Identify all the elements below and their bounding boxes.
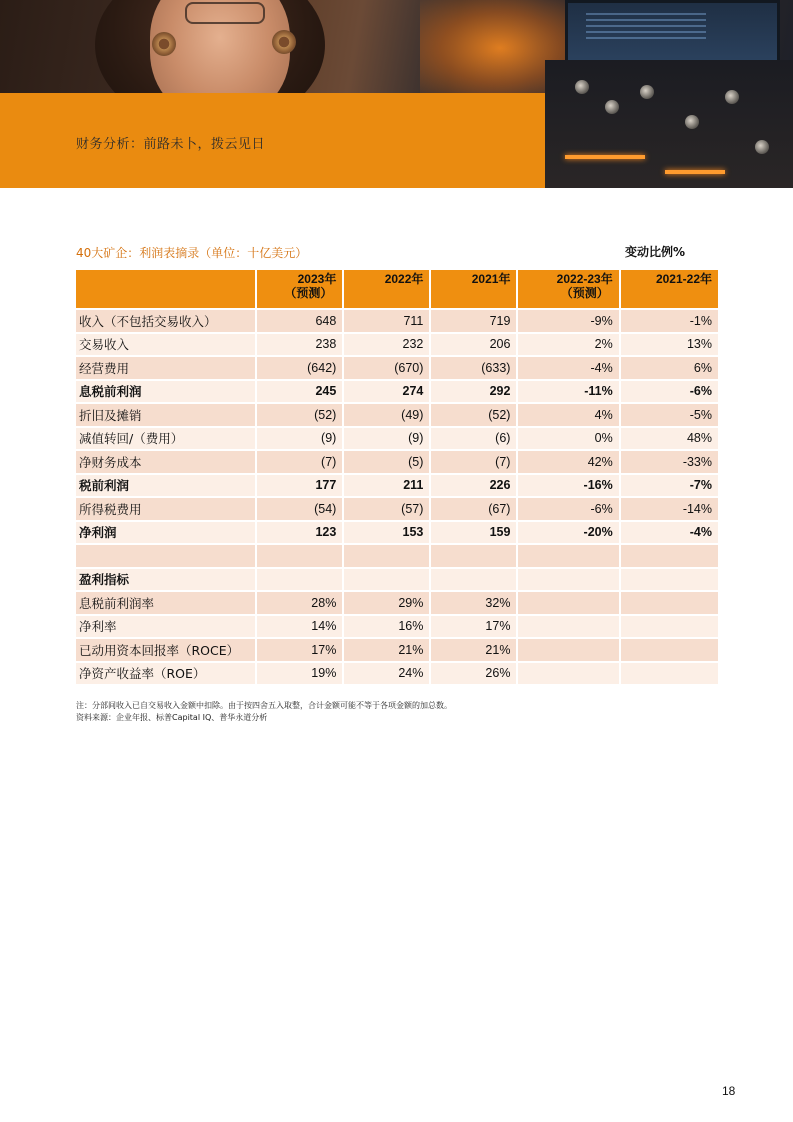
photo-equipment-rack — [545, 60, 793, 188]
table-row — [76, 663, 718, 685]
table-cell: 17% — [431, 616, 516, 638]
table-cell: (633) — [431, 357, 516, 379]
income-statement-table — [74, 268, 720, 686]
table-cell: -7% — [621, 475, 718, 497]
table-row — [76, 545, 718, 567]
table-cell: 211 — [344, 475, 429, 497]
table-cell: 123 — [257, 522, 342, 544]
table-cell — [518, 639, 618, 661]
table-row — [76, 357, 718, 379]
table-cell — [621, 545, 718, 567]
table-cell — [518, 592, 618, 614]
table-cell — [518, 569, 618, 591]
table-cell: 292 — [431, 381, 516, 403]
table-cell: (6) — [431, 428, 516, 450]
photo-knob — [640, 85, 654, 99]
photo-led-bar — [665, 170, 725, 174]
table-cell: 21% — [431, 639, 516, 661]
table-row — [76, 334, 718, 356]
table-header-row — [76, 270, 718, 308]
photo-knob — [725, 90, 739, 104]
change-percent-label: 变动比例% — [625, 245, 686, 259]
row-label: 净利润 — [76, 522, 255, 544]
table-cell: 206 — [431, 334, 516, 356]
table-row — [76, 404, 718, 426]
table-cell: -5% — [621, 404, 718, 426]
header-label-cell — [76, 270, 255, 308]
table-row — [76, 451, 718, 473]
table-row — [76, 639, 718, 661]
table-row — [76, 310, 718, 332]
column-header: 2021-22年 — [621, 270, 718, 308]
table-cell: 48% — [621, 428, 718, 450]
table-cell: 177 — [257, 475, 342, 497]
table-cell — [431, 545, 516, 567]
row-label — [76, 545, 255, 567]
table-cell: 2% — [518, 334, 618, 356]
row-label: 所得税费用 — [76, 498, 255, 520]
table-cell: 226 — [431, 475, 516, 497]
column-header: 2022年 — [344, 270, 429, 308]
table-cell: 32% — [431, 592, 516, 614]
table-row — [76, 616, 718, 638]
section-title: 财务分析：前路未卜，拨云见日 — [76, 137, 266, 152]
row-label: 息税前利润 — [76, 381, 255, 403]
table-cell: 0% — [518, 428, 618, 450]
table-cell — [621, 616, 718, 638]
photo-knob — [755, 140, 769, 154]
photo-earring-right — [272, 30, 296, 54]
table-cell: (5) — [344, 451, 429, 473]
column-header: 2022-23年 （预测） — [518, 270, 618, 308]
footnotes — [76, 700, 452, 724]
table-cell: -9% — [518, 310, 618, 332]
table-cell: (52) — [257, 404, 342, 426]
photo-knob — [685, 115, 699, 129]
photo-earring-left — [152, 32, 176, 56]
table-cell: -6% — [518, 498, 618, 520]
column-header: 2023年 （预测） — [257, 270, 342, 308]
row-label: 交易收入 — [76, 334, 255, 356]
photo-led-bar — [565, 155, 645, 159]
row-label: 已动用资本回报率（ROCE） — [76, 639, 255, 661]
table-cell: (670) — [344, 357, 429, 379]
table-cell: 245 — [257, 381, 342, 403]
table-cell: -1% — [621, 310, 718, 332]
photo-knob — [575, 80, 589, 94]
table-cell: 13% — [621, 334, 718, 356]
table-cell: 17% — [257, 639, 342, 661]
table-row — [76, 569, 718, 591]
table-cell — [518, 545, 618, 567]
table-cell: 711 — [344, 310, 429, 332]
table-cell: (642) — [257, 357, 342, 379]
table-row — [76, 381, 718, 403]
table-cell — [621, 592, 718, 614]
table-cell — [344, 569, 429, 591]
table-cell: -4% — [621, 522, 718, 544]
table-cell: 21% — [344, 639, 429, 661]
table-row — [76, 475, 718, 497]
table-cell: 274 — [344, 381, 429, 403]
table-cell: (52) — [431, 404, 516, 426]
table-cell: 14% — [257, 616, 342, 638]
column-header: 2021年 — [431, 270, 516, 308]
table-cell: -6% — [621, 381, 718, 403]
table-cell: 42% — [518, 451, 618, 473]
table-cell: (49) — [344, 404, 429, 426]
table-cell: 6% — [621, 357, 718, 379]
table-cell: 648 — [257, 310, 342, 332]
row-label: 净利率 — [76, 616, 255, 638]
photo-glasses-shape — [185, 2, 265, 24]
table-cell: (7) — [431, 451, 516, 473]
row-label: 折旧及摊销 — [76, 404, 255, 426]
table-cell: 232 — [344, 334, 429, 356]
row-label: 净财务成本 — [76, 451, 255, 473]
table-cell: (67) — [431, 498, 516, 520]
table-cell: -33% — [621, 451, 718, 473]
table-cell: 4% — [518, 404, 618, 426]
table-cell: 19% — [257, 663, 342, 685]
table-cell: (57) — [344, 498, 429, 520]
row-label: 息税前利润率 — [76, 592, 255, 614]
table-cell — [518, 663, 618, 685]
table-caption: 40大矿企：利润表摘录（单位：十亿美元） — [76, 246, 308, 260]
table-cell: 719 — [431, 310, 516, 332]
note-text: 注：分部间收入已自交易收入金额中扣除。由于按四舍五入取整，合计金额可能不等于各项金额的加总数。 — [76, 701, 452, 710]
row-label: 减值转回/（费用） — [76, 428, 255, 450]
table-cell: -11% — [518, 381, 618, 403]
table-cell — [621, 639, 718, 661]
table-cell: -14% — [621, 498, 718, 520]
table-cell: -4% — [518, 357, 618, 379]
table-cell: (9) — [344, 428, 429, 450]
table-cell: 153 — [344, 522, 429, 544]
table-cell: 159 — [431, 522, 516, 544]
row-label: 税前利润 — [76, 475, 255, 497]
table-cell: 16% — [344, 616, 429, 638]
table-cell — [257, 569, 342, 591]
table-row — [76, 522, 718, 544]
row-label: 盈利指标 — [76, 569, 255, 591]
table-cell: 28% — [257, 592, 342, 614]
photo-knob — [605, 100, 619, 114]
table-cell: (9) — [257, 428, 342, 450]
row-label: 收入（不包括交易收入） — [76, 310, 255, 332]
table-row — [76, 498, 718, 520]
table-cell: 238 — [257, 334, 342, 356]
row-label: 净资产收益率（ROE） — [76, 663, 255, 685]
table-cell — [257, 545, 342, 567]
table-cell: (54) — [257, 498, 342, 520]
table-row — [76, 592, 718, 614]
page-number: 18 — [722, 1084, 736, 1098]
table-cell: -16% — [518, 475, 618, 497]
row-label: 经营费用 — [76, 357, 255, 379]
table-cell: 29% — [344, 592, 429, 614]
table-cell — [431, 569, 516, 591]
source-text: 资料来源：企业年报、标普Capital IQ、普华永道分析 — [76, 713, 268, 722]
table-cell — [621, 663, 718, 685]
table-cell: (7) — [257, 451, 342, 473]
table-cell — [518, 616, 618, 638]
table-cell: 24% — [344, 663, 429, 685]
table-cell: 26% — [431, 663, 516, 685]
table-cell: -20% — [518, 522, 618, 544]
table-cell — [344, 545, 429, 567]
table-cell — [621, 569, 718, 591]
table-row — [76, 428, 718, 450]
